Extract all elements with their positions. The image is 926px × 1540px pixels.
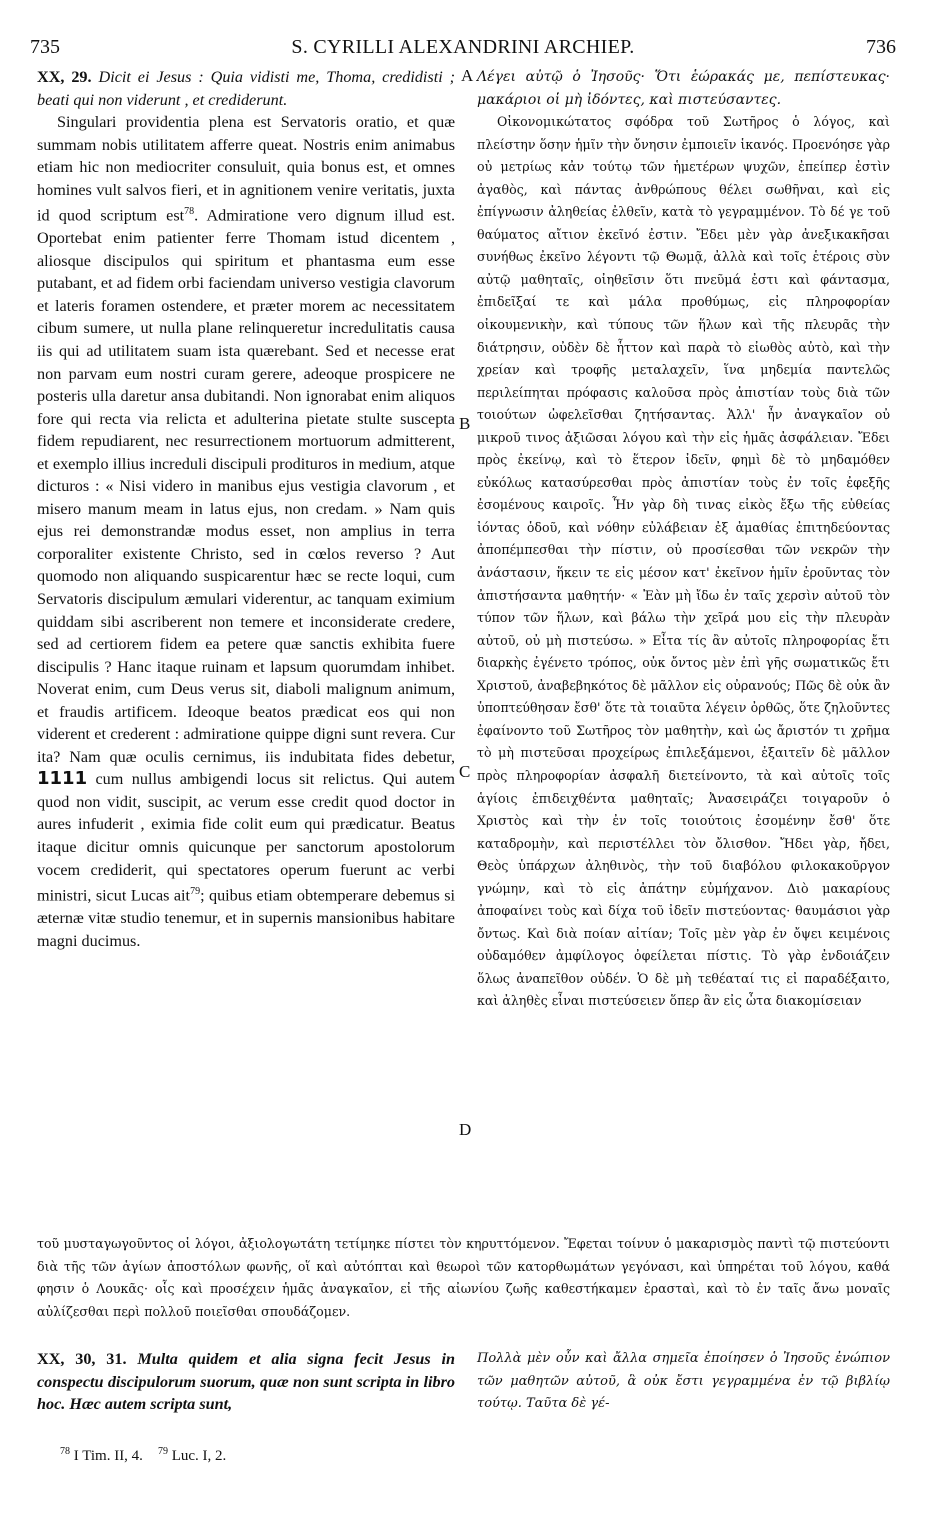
latin-verse2-text: Multa quidem et alia signa fecit Jesus in conspectu discipulorum suorum, quæ non sunt scripta in libro hoc. Hæc autem scripta sunt,	[37, 1350, 456, 1414]
page-number-left: 735	[30, 36, 60, 58]
latin-verse2-ref: XX, 30, 31.	[37, 1350, 127, 1368]
margin-marker-a: A	[461, 66, 474, 85]
latin-text-3: cum nullus ambigendi locus sit relictus. Qui autem quod non vidit, suscipit, ac verum esse credit quod doctor in aures infuderit , eximia fide colit eum qui prædicatur. Beatus itaque dicitur omnis quicunque per sanctorum apostolorum vocem crediderit, qui spectatores operum fuerunt ac verbi ministri, sicut Lucas ait	[37, 770, 455, 905]
latin-verse-ref: XX, 29.	[37, 68, 92, 86]
margin-marker-b: B	[459, 414, 471, 433]
running-header	[30, 36, 896, 62]
latin-verse-2	[37, 1348, 455, 1416]
footnote-78-text: I Tim. II, 4.	[73, 1448, 143, 1464]
greek-full-width	[37, 1233, 890, 1323]
page-number-right: 736	[866, 36, 896, 58]
latin-text-4: ; quibus etiam obtemperare debemus si æternæ vitæ studio tenemur, et in supernis mansionibus habitare magni ducimus.	[37, 886, 455, 950]
latin-column	[37, 66, 455, 952]
latin-text-1: Singulari providentia plena est Servatoris oratio, et quæ summam nobis utilitatem afferre queat. Nostris enim animabus etiam hic non mediocriter consuluit, quia bonus est, et omnes homines vult salvos fieri, et in agnitionem venire veritatis, juxta id quod scriptum est	[37, 113, 455, 225]
footnote-79-number: 79	[157, 1446, 168, 1457]
latin-paragraph	[37, 111, 455, 952]
latin-text-2: . Admiratione vero dignum illud est. Oportebat enim patienter ferre Thomam istud dicentem , aliosque discipulos qui spiritum et phantasma eum esse putabant, et ad fidem orbi faciendam universo vestigia clavorum et lateris foramen ostendere, et præter morem ac necessitatem cibum sumere, ut nulla plane relinqueretur incredulitatis causa iis qui ad utilitatem suam ista quærebant. Sed et necesse erat non parvam eum nostri curam gerere, adeoque prospicere ne posteris ulla daretur ansa dubitandi. Non ignorabat enim aliquos fore qui recta via relicta et adulterina pietate stulte suscepta fidem repudiarent, nec resurrectionem mortuorum admitterent, et exemplo illius increduli discipuli prodituros in medium, atque dicturos : « Nisi videro in manibus ejus vestigia clavorum , et misero manum meam in latus ejus, non credam. » Nam quis ejus rei demonstrandæ modus esset, non amplius in terra corporaliter existente Christo, sed in cœlos reverso ? Aut quomodo non aliquando suspicarentur hæc se recte loqui, cum Servatoris discipulum æmulari viderentur, ac tanquam eximium quiddam sibi ascriberent non temere et inconsiderate credere, sed ad certiorem fidem ea petere quæ sanctis exhibita fuere discipulis ? Hanc itaque ruinam et lapsum quorumdam inhibet. Noverat enim, cum Deus verus sit, diaboli malignum animum, et fraudis artificem. Ideoque beatos prædicat eos qui non viderent et crederent : admiratione quippe digni sunt revera. Cur ita? Nam quæ oculis cernimus, iis indubitata fides debetur,	[37, 206, 455, 766]
greek-verse-2	[477, 1348, 890, 1416]
footnotes	[60, 1446, 226, 1465]
footnote-ref-79: 79	[190, 886, 201, 898]
footnote-ref-78: 78	[184, 206, 195, 218]
latin-verse	[37, 66, 455, 111]
greek-column	[477, 66, 890, 1013]
latin-verse-text: Dicit ei Jesus : Quia vidisti me, Thoma, credidisti ; beati qui non viderunt , et crediderunt.	[37, 68, 456, 109]
greek-paragraph: Οἰκονομικώτατος σφόδρα τοῦ Σωτῆρος ὁ λόγος, καὶ πλείστην ὅσην ἡμῖν τὴν ὄνησιν ἐμποιεῖν ἱκανός. Προενόησε γὰρ οὐ μετρίως κἀν τούτῳ τῶν ἡμετέρων ψυχῶν, ἐπείπερ ἐστὶν ἀγαθὸς, καὶ πάντας ἀνθρώπους θέλει σωθῆναι, καὶ εἰς ἐπίγνωσιν ἀληθείας ἐλθεῖν, κατὰ τὸ γεγραμμένον. Τὸ δέ γε τοῦ θαύματος αἴτιον ἐκεῖνό ἐστιν. Ἔδει μὲν γὰρ ἀνεξικακῆσαι συνήθως ἐκεῖνο λέγοντι τῷ Θωμᾷ, ἀλλὰ καὶ τοῖς ἑτέροις σὺν αὐτῷ μαθηταῖς, οἰηθεῖσιν ὅτι πνεῦμά ἐστι καὶ φάντασμα, ἐπιδεῖξαί τε καὶ μάλα προθύμως, εἰς πληροφορίαν οἰκουμενικὴν, καὶ τύπους τῶν ἥλων καὶ τῆς πλευρᾶς τὴν διάτρησιν, οὐδὲν δὲ ἧττον καὶ παρὰ τὸ εἰωθὸς αὐτὸ, καὶ τὴν χρείαν καὶ τροφῆς μεταλαχεῖν, ἵνα μηδεμία παντελῶς περιλείπηται πρόφασις καλοῦσα πρὸς ἀπιστίαν τοὺς διὰ τῶν τοιούτων ὠφελεῖσθαι ζητήσαντας. Ἀλλ' ἦν ἀναγκαῖον οὐ μικροῦ τινος ἀξιῶσαι λόγου καὶ τὴν εἰς ἡμᾶς ἀσφάλειαν. Ἔδει πρὸς ἐκείνῳ, καὶ τὸ ἕτερον ἰδεῖν, φημὶ δὲ τὸ μηδαμόθεν εὐκόλως κατασύρεσθαι πρὸς ἀπιστίαν τοὺς ἐν τοῖς ἐφεξῆς ἐσομένους καιροῖς. Ἦν γὰρ δὴ τινας εἰκὸς ἔξω τῆς εὐθείας ἰόντας ὁδοῦ, καὶ νόθην εὐλάβειαν ἐξ ἀμαθίας ἐπιτηδεύοντας ἀποπέμπεσθαι τὴν πίστιν, οὐ προσίεσθαι τῶν νεκρῶν τὴν ἀνάστασιν, ἥκειν τε εἰς μέσον κατ' ἐκεῖνον ἡμῖν ἐροῦντας τὸν ἀπιστήσαντα μαθητήν· « Ἐὰν μὴ ἴδω ἐν ταῖς χερσὶν αὐτοῦ τὸν τύπον τῶν ἥλων, καὶ βάλω τὴν χεῖρά μου εἰς τὴν πλευρὰν αὐτοῦ, οὐ μὴ πιστεύσω. » Εἶτα τίς ἂν αὐτοῖς πληροφορίας ἔτι διαρκὴς ἐγένετο τρόπος, οὐκ ὄντος μὲν ἐπὶ γῆς σωματικῶς ἔτι Χριστοῦ, ἀναβεβηκότος δὲ μᾶλλον εἰς οὐρανούς; Πῶς δὲ οὐκ ἂν ὑποπτεύθησαν ἔσθ' ὅτε τὰ τοιαῦτα λέγειν ὀρθῶς, ὅτε ζηλοῦντες ἐφαίνοντο τοῦ Σωτῆρος τὸν μαθητὴν, καὶ ὡς ἄριστόν τι χρῆμα τὸ μὴ πιστεῦσαι προχείρως ἐπιλεξάμενοι, ἐξαιτεῖν δὲ μᾶλλον πρὸς πληροφορίαν ἀσφαλῆ διετείνοντο, τὰ καὶ αὐτοῖς τοῖς ἁγίοις ἐπιδειχθέντα μαθηταῖς; Ἀνασειράζει τοιγαροῦν ὁ Χριστὸς καὶ τὴν ἐν τοῖς τοιούτοις ἐσομένην ἔσθ' ὅτε καταδρομὴν, καὶ περιστέλλει τὸν ὄλισθον. Ἤδει γὰρ, ἤδει, Θεὸς ὑπάρχων ἀληθινὸς, τὴν τοῦ διαβόλου φιλοκακοῦργον γνώμην, καὶ τὸ εἰς ἀπάτην εὐμήχανον. Διὸ μακαρίους ἀποφαίνει τοὺς καὶ δίχα τοῦ ἰδεῖν πιστεύοντας· θαυμάσιοι γὰρ ὄντως. Καὶ διὰ ποίαν αἰτίαν; Τοῖς μὲν γὰρ ἐν ὄψει κειμένοις οὐδαμόθεν ἀμφίλογος ὀφείλεται πίστις. Τὸ γὰρ ἐνδοιάζειν ὅλως ἀναπεῖθον οὐδέν. Ὁ δὲ μὴ τεθέαταί τις εἰ παραδέξαιτο, καὶ ἀληθὲς εἶναι πιστεύσειεν ὅπερ ἂν εἰς ὦτα διακομίσειαν	[477, 114, 890, 1009]
greek-full-width-text: τοῦ μυσταγωγοῦντος οἱ λόγοι, ἀξιολογωτάτη τετίμηκε πίστει τὸν κηρυττόμενον. Ἔφεται τοίνυν ὁ μακαρισμὸς παντὶ τῷ πιστεύοντι διὰ τῆς τῶν ἁγίων ἀποστόλων φωνῆς, οἵ καὶ αὐτόπται καὶ θεωροὶ τῶν κατορθωμάτων γεγόνασι, καὶ ὑπηρέται τοῦ λόγου, καθά φησιν ὁ Λουκᾶς· οἷς καὶ προσέχειν ἡμᾶς ἀναγκαῖον, εἰ τῆς αἰωνίου ζωῆς καθεστήκαμεν ἐρασταὶ, καὶ τὸ ἐν ταῖς ἄνω μοναῖς αὐλίζεσθαι περὶ πολλοῦ ποιεῖσθαι σπουδάζομεν.	[37, 1236, 890, 1319]
greek-verse2-text: Πολλὰ μὲν οὖν καὶ ἄλλα σημεῖα ἐποίησεν ὁ Ἰησοῦς ἐνώπιον τῶν μαθητῶν αὐτοῦ, ἃ οὐκ ἔστι γεγραμμένα ἐν τῷ βιβλίῳ τούτῳ. Ταῦτα δὲ γέ-	[477, 1351, 890, 1412]
running-title: S. CYRILLI ALEXANDRINI ARCHIEP.	[291, 36, 635, 58]
greek-verse: Λέγει αὐτῷ ὁ Ἰησοῦς· Ὅτι ἑώρακάς με, πεπίστευκας· μακάριοι οἱ μὴ ἰδόντες, καὶ πιστεύσαντες.	[477, 69, 890, 108]
column-number: 1111	[37, 768, 88, 790]
margin-marker-c: C	[459, 762, 471, 781]
footnote-78-number: 78	[60, 1446, 70, 1457]
margin-marker-d: D	[459, 1120, 472, 1139]
footnote-79-text: Luc. I, 2.	[171, 1448, 227, 1464]
